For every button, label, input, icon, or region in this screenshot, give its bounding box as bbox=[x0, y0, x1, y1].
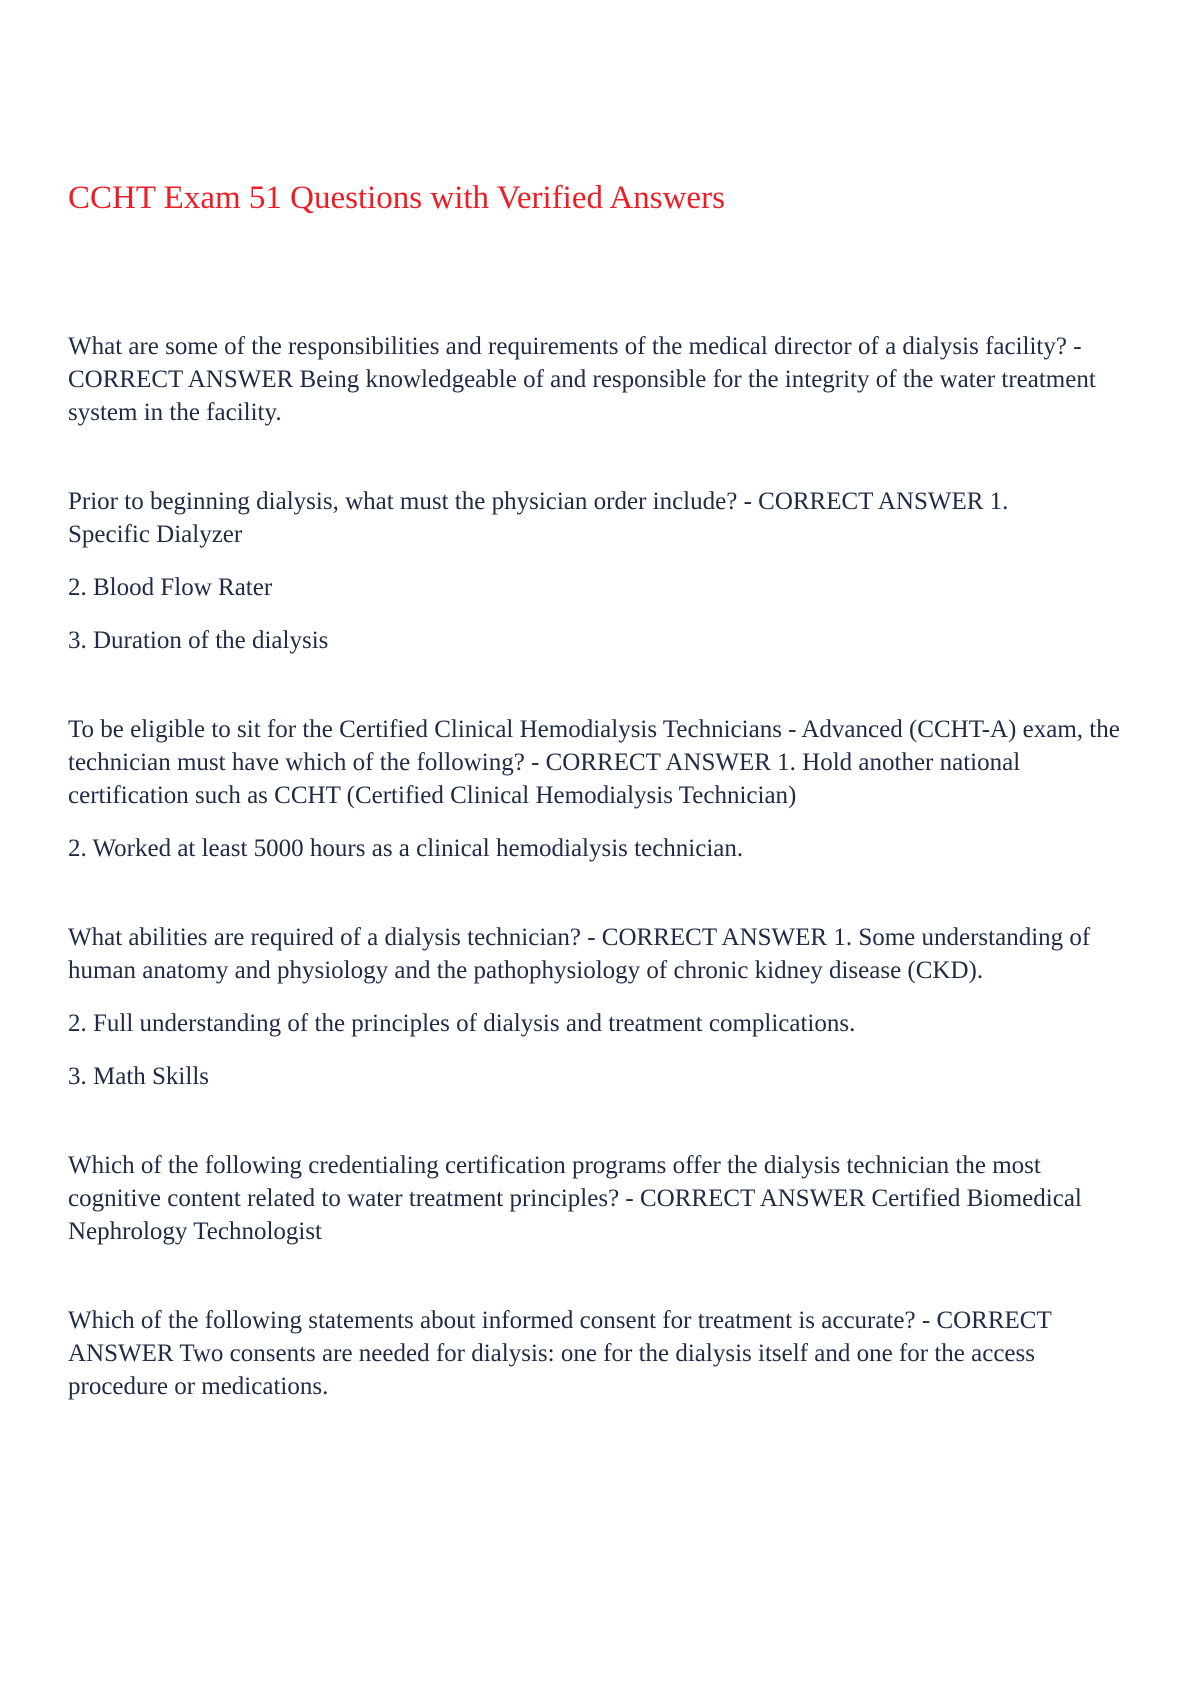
qa-paragraph: To be eligible to sit for the Certified Clinical Hemodialysis Technicians - Advanced (CCHT-A) exam, the technician must have which of the following? - CORRECT ANSWER 1. Hold another national certification such as CCHT (Certified Clinical Hemodialysis Technician) bbox=[68, 716, 1120, 809]
qa-item-3 bbox=[68, 713, 1128, 865]
qa-paragraph: 3. Duration of the dialysis bbox=[68, 627, 329, 654]
qa-paragraph: Prior to beginning dialysis, what must the physician order include? - CORRECT ANSWER 1. Specific Dialyzer bbox=[68, 488, 1009, 548]
qa-item-6 bbox=[68, 1304, 1128, 1403]
qa-item-2 bbox=[68, 485, 1128, 657]
qa-paragraph: 3. Math Skills bbox=[68, 1063, 209, 1090]
qa-paragraph: Which of the following statements about informed consent for treatment is accurate? - CORRECT ANSWER Two consents are needed for dialysis: one for the dialysis itself and one for the access procedure or medications. bbox=[68, 1307, 1052, 1400]
qa-paragraph: Which of the following credentialing certification programs offer the dialysis technician the most cognitive content related to water treatment principles? - CORRECT ANSWER Certified Biomedical Nephrology Technologist bbox=[68, 1152, 1082, 1245]
qa-list bbox=[68, 330, 1128, 1459]
qa-paragraph: 2. Worked at least 5000 hours as a clinical hemodialysis technician. bbox=[68, 835, 744, 862]
qa-item-1 bbox=[68, 330, 1128, 429]
qa-item-5 bbox=[68, 1149, 1128, 1248]
qa-paragraph: What abilities are required of a dialysis technician? - CORRECT ANSWER 1. Some understanding of human anatomy and physiology and the pathophysiology of chronic kidney disease (CKD). bbox=[68, 924, 1091, 984]
qa-item-4 bbox=[68, 921, 1128, 1093]
qa-paragraph: What are some of the responsibilities and requirements of the medical director of a dialysis facility? - CORRECT ANSWER Being knowledgeable of and responsible for the integrity of the water treatment system in the facility. bbox=[68, 333, 1096, 426]
qa-paragraph: 2. Full understanding of the principles of dialysis and treatment complications. bbox=[68, 1010, 856, 1037]
document-title: CCHT Exam 51 Questions with Verified Answers bbox=[68, 180, 725, 216]
qa-paragraph: 2. Blood Flow Rater bbox=[68, 574, 273, 601]
